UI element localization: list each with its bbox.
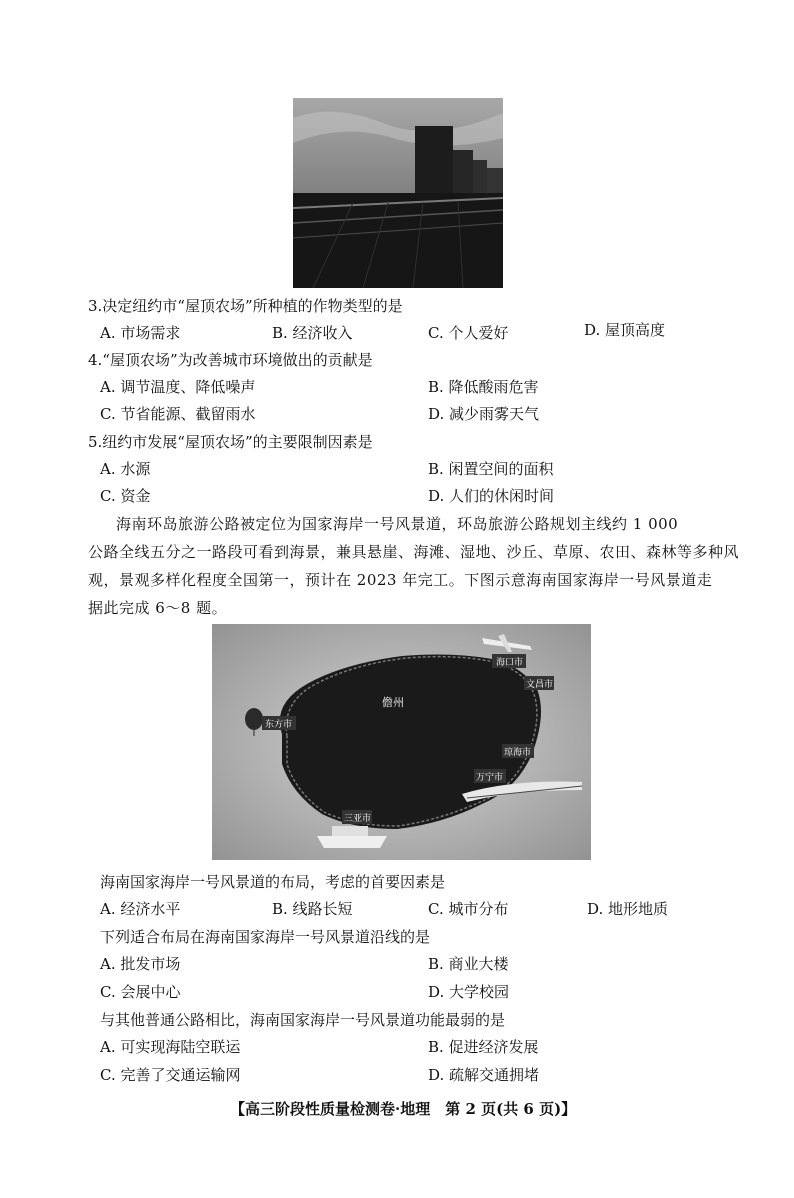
q5-option-c[interactable]: C. 资金 bbox=[100, 487, 151, 505]
label-danzhou: 儋州 bbox=[382, 696, 404, 709]
passage-line-3: 观，景观多样化程度全国第一，预计在 2023 年完工。下图示意海南国家海岸一号风景道走 bbox=[88, 571, 713, 589]
q5-option-a[interactable]: A. 水源 bbox=[100, 460, 151, 478]
q7-option-a[interactable]: A. 批发市场 bbox=[100, 955, 181, 973]
q8-option-c[interactable]: C. 完善了交通运输网 bbox=[100, 1066, 241, 1084]
q8-option-d[interactable]: D. 疏解交通拥堵 bbox=[428, 1066, 540, 1084]
q3-option-a[interactable]: A. 市场需求 bbox=[100, 324, 181, 342]
q4-option-a[interactable]: A. 调节温度、降低噪声 bbox=[100, 378, 256, 396]
label-wenchang: 文昌市 bbox=[526, 680, 554, 690]
q6-option-b[interactable]: B. 线路长短 bbox=[272, 900, 353, 918]
q4-stem: 4.“屋顶农场”为改善城市环境做出的贡献是 bbox=[88, 351, 373, 369]
label-sanya: 三亚市 bbox=[344, 814, 372, 824]
q4-option-d[interactable]: D. 减少雨雾天气 bbox=[428, 405, 540, 423]
q6-stem: 海南国家海岸一号风景道的布局，考虑的首要因素是 bbox=[100, 873, 446, 891]
passage-line-4: 据此完成 6～8 题。 bbox=[88, 599, 228, 617]
rooftop-farm-photo bbox=[293, 98, 503, 288]
label-wanning: 万宁市 bbox=[476, 773, 504, 783]
q4-option-b[interactable]: B. 降低酸雨危害 bbox=[428, 378, 539, 396]
q4-option-c[interactable]: C. 节省能源、截留雨水 bbox=[100, 405, 256, 423]
label-haikou: 海口市 bbox=[496, 658, 524, 668]
q8-option-a[interactable]: A. 可实现海陆空联运 bbox=[100, 1038, 241, 1056]
q7-option-d[interactable]: D. 大学校园 bbox=[428, 983, 510, 1001]
passage-line-2: 公路全线五分之一路段可看到海景，兼具悬崖、海滩、湿地、沙丘、草原、农田、森林等多种风 bbox=[88, 543, 740, 561]
page-footer: 【高三阶段性质量检测卷·地理 第 2 页(共 6 页)】 bbox=[230, 1100, 577, 1118]
q6-option-a[interactable]: A. 经济水平 bbox=[100, 900, 181, 918]
q6-option-c[interactable]: C. 城市分布 bbox=[428, 900, 509, 918]
q3-stem: 3.决定纽约市“屋顶农场”所种植的作物类型的是 bbox=[88, 297, 403, 315]
q3-option-d[interactable]: D. 屋顶高度 bbox=[584, 321, 666, 339]
q3-option-c[interactable]: C. 个人爱好 bbox=[428, 324, 509, 342]
q3-option-b[interactable]: B. 经济收入 bbox=[272, 324, 353, 342]
hainan-scenic-road-map bbox=[212, 624, 591, 860]
q5-stem: 5.纽约市发展“屋顶农场”的主要限制因素是 bbox=[88, 433, 373, 451]
label-dongfang: 东方市 bbox=[265, 720, 293, 730]
label-qionghai: 琼海市 bbox=[504, 748, 532, 758]
q7-stem: 下列适合布局在海南国家海岸一号风景道沿线的是 bbox=[100, 928, 431, 946]
passage-line-1: 海南环岛旅游公路被定位为国家海岸一号风景道，环岛旅游公路规划主线约 1 000 bbox=[116, 515, 679, 533]
q5-option-d[interactable]: D. 人们的休闲时间 bbox=[428, 487, 555, 505]
q7-option-b[interactable]: B. 商业大楼 bbox=[428, 955, 509, 973]
q8-stem: 与其他普通公路相比，海南国家海岸一号风景道功能最弱的是 bbox=[100, 1011, 506, 1029]
q5-option-b[interactable]: B. 闲置空间的面积 bbox=[428, 460, 554, 478]
q6-option-d[interactable]: D. 地形地质 bbox=[587, 900, 669, 918]
q8-option-b[interactable]: B. 促进经济发展 bbox=[428, 1038, 539, 1056]
q7-option-c[interactable]: C. 会展中心 bbox=[100, 983, 181, 1001]
